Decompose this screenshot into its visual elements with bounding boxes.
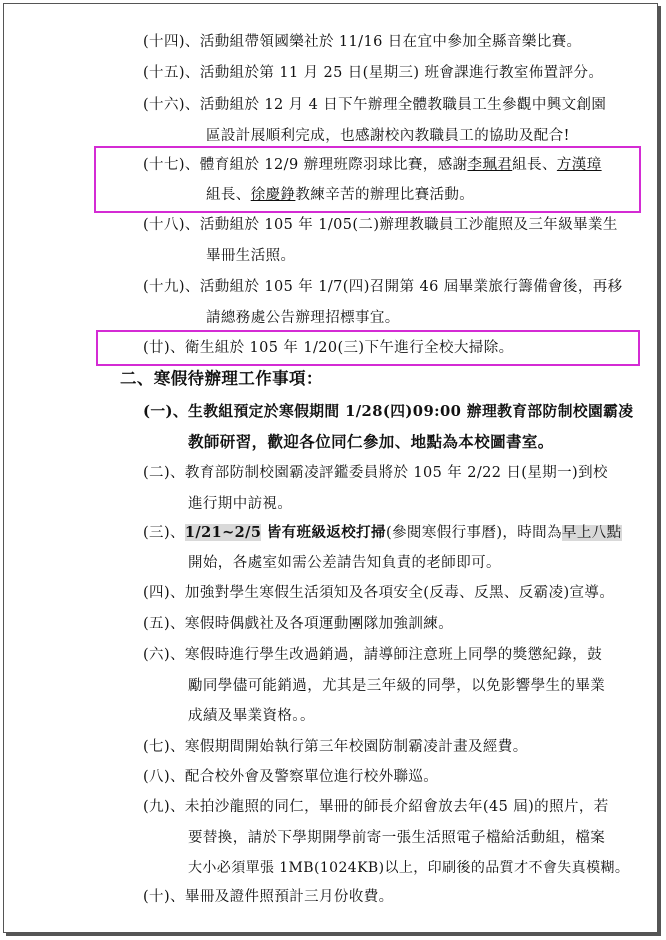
s2-item-3-line2: 開始，各處室如需公差請告知負責的老師即可。 xyxy=(188,555,501,571)
s2-item-3-line1 xyxy=(143,523,622,543)
item-17-line1 xyxy=(143,155,602,175)
s2-item-9-line3: 大小必須單張 1MB(1024KB)以上，印刷後的品質才不會失真模糊。 xyxy=(188,860,630,876)
name-fang-hanzhang: 方漢璋 xyxy=(556,157,602,173)
item-19-line2: 請總務處公告辦理招標事宜。 xyxy=(206,310,400,326)
s2-item-7: (七)、寒假期間開始執行第三年校園防制霸凌計畫及經費。 xyxy=(143,739,528,755)
s2-item-2-line2: 進行期中訪視。 xyxy=(188,496,293,512)
s2-item-8: (八)、配合校外會及警察單位進行校外聯巡。 xyxy=(143,769,439,785)
s2-item-5: (五)、寒假時偶戲社及各項運動團隊加強訓練。 xyxy=(143,616,454,632)
item-17-line2 xyxy=(206,185,474,205)
item-18-line1: (十八)、活動組於 105 年 1/05(二)辦理教職員工沙龍照及三年級畢業生 xyxy=(143,217,618,233)
name-li-peijun: 李珮君 xyxy=(467,157,513,173)
item-17-text-end: 教練辛苦的辦理比賽活動。 xyxy=(295,187,475,203)
return-date-range: 1/21~2/5 xyxy=(184,524,262,541)
s2-item-6-line3: 成績及畢業資格。。 xyxy=(188,708,315,724)
s2-item-1-line1: (一)、生教組預定於寒假期間 1/28(四)09:00 辦理教育部防制校園霸凌 xyxy=(143,403,634,420)
item-18-line2: 畢冊生活照。 xyxy=(206,248,296,264)
item-14: (十四)、活動組帶領國樂社於 11/16 日在宜中參加全縣音樂比賽。 xyxy=(143,34,582,50)
s2-item-3-prefix: (三)、 xyxy=(143,525,185,541)
item-19-line1: (十九)、活動組於 105 年 1/7(四)召開第 46 屆畢業旅行籌備會後，再移 xyxy=(143,279,623,295)
start-time: 早上八點 xyxy=(561,525,622,541)
item-17-text: (十七)、體育組於 12/9 辦理班際羽球比賽，感謝 xyxy=(143,157,468,173)
s2-item-2-line1: (二)、教育部防制校園霸凌評鑑委員將於 105 年 2/22 日(星期一)到校 xyxy=(143,465,608,481)
s2-item-1-line2: 教師研習，歡迎各位同仁參加、地點為本校圖書室。 xyxy=(188,432,554,451)
s2-item-6-line1: (六)、寒假時進行學生改過銷過，請導師注意班上同學的獎懲紀錄，鼓 xyxy=(143,647,603,663)
s2-item-9-line1: (九)、未拍沙龍照的同仁，畢冊的師長介紹會放去年(45 屆)的照片，若 xyxy=(143,799,609,815)
item-15: (十五)、活動組於第 11 月 25 日(星期三) 班會課進行教室佈置評分。 xyxy=(143,65,604,81)
item-20: (廿)、衛生組於 105 年 1/20(三)下午進行全校大掃除。 xyxy=(143,340,514,356)
name-xu-qingzheng: 徐慶錚 xyxy=(250,187,296,203)
return-cleaning-note: 皆有班級返校打掃 xyxy=(261,524,386,541)
s2-item-4: (四)、加強對學生寒假生活須知及各項安全(反毒、反黑、反霸凌)宣導。 xyxy=(143,585,615,601)
item-17-text-mid: 組長、 xyxy=(512,157,557,173)
s2-item-9-line2: 要替換，請於下學期開學前寄一張生活照電子檔給活動組，檔案 xyxy=(188,830,606,846)
s2-item-6-line2: 勵同學儘可能銷過，尤其是三年級的同學，以免影響學生的畢業 xyxy=(188,678,606,694)
section-2-heading: 二、寒假待辦理工作事項： xyxy=(120,369,323,388)
item-16-line2: 區設計展順利完成，也感謝校內教職員工的協助及配合! xyxy=(206,128,570,144)
s2-item-10: (十)、畢冊及證件照預計三月份收費。 xyxy=(143,889,394,905)
s2-item-3-mid: (參閱寒假行事曆)，時間為 xyxy=(385,525,562,541)
item-17-text-title: 組長、 xyxy=(206,187,251,203)
item-16-line1: (十六)、活動組於 12 月 4 日下午辦理全體教職員工生參觀中興文創園 xyxy=(143,97,607,113)
